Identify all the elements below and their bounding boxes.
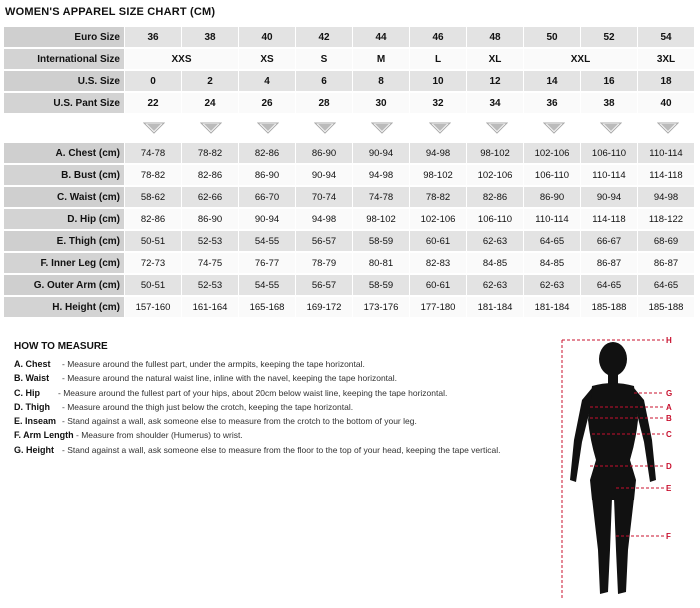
table-cell: 74-75 [182,253,239,275]
table-row [4,49,695,71]
how-to-key: A. Chest [14,359,51,369]
how-to-item [14,357,554,371]
how-to-item [14,400,554,414]
table-cell: 185-188 [638,297,695,319]
table-cell: 64-65 [581,275,638,297]
how-to-heading: HOW TO MEASURE [14,341,108,352]
table-cell: 52-53 [182,231,239,253]
table-cell: 90-94 [581,187,638,209]
table-cell: 42 [296,27,353,49]
how-to-key: D. Thigh [14,401,50,412]
silhouette-right-arm [634,388,656,482]
table-row [4,275,695,297]
table-cell: 34 [467,93,524,115]
silhouette-neck [608,374,618,384]
table-cell: 94-98 [296,209,353,231]
table-cell: 78-82 [125,165,182,187]
silhouette-head [599,342,627,376]
table-cell: 74-78 [353,187,410,209]
table-cell: 169-172 [296,297,353,319]
down-arrow-icon [297,122,354,136]
how-to-item [14,428,554,442]
table-cell: 165-168 [239,297,296,319]
how-to-desc: - Stand against a wall, ask someone else to measure from the floor to the top of your head, keeping the tape vertical. [62,444,501,455]
how-to-desc: - Measure from shoulder (Humerus) to wrist. [76,430,243,441]
table-cell: 52 [581,27,638,49]
table-cell: 114-118 [638,165,695,187]
table-cell: 14 [524,71,581,93]
table-cell: 86-87 [638,253,695,275]
table-cell: 22 [125,93,182,115]
table-cell: 2 [182,71,239,93]
how-to-item [14,443,554,457]
table-cell: 78-82 [182,143,239,165]
table-cell: 102-106 [467,165,524,187]
table-cell: 90-94 [296,165,353,187]
row-label: E. Thigh (cm) [4,231,125,253]
how-to-desc: - Measure around the fullest part of your hips, about 20cm below waist line, keeping the tape horizontal. [58,387,448,398]
table-cell: 40 [638,93,695,115]
table-cell: 82-86 [125,209,182,231]
table-cell: 66-67 [581,231,638,253]
silhouette-left-arm [570,388,592,482]
table-cell: 86-90 [296,143,353,165]
table-cell: 58-59 [353,231,410,253]
table-cell: 185-188 [581,297,638,319]
figure-label-e: E [666,484,672,493]
table-cell: 82-86 [182,165,239,187]
how-to-item [14,386,554,400]
table-cell: 16 [581,71,638,93]
table-cell: 72-73 [125,253,182,275]
how-to-item [14,414,554,428]
row-label: Euro Size [4,27,125,49]
table-cell: 6 [296,71,353,93]
page-title: WOMEN'S APPAREL SIZE CHART (CM) [5,6,216,18]
table-cell: 157-160 [125,297,182,319]
table-cell: 36 [125,27,182,49]
table-row [4,27,695,49]
table-cell: 66-70 [239,187,296,209]
arrow-row [125,122,697,136]
table-cell: 70-74 [296,187,353,209]
table-cell: 46 [410,27,467,49]
table-cell: 62-63 [524,275,581,297]
row-label: U.S. Pant Size [4,93,125,115]
table-cell: 114-118 [581,209,638,231]
table-cell: 68-69 [638,231,695,253]
table-cell: 82-83 [410,253,467,275]
table-cell: 94-98 [410,143,467,165]
how-to-key: C. Hip [14,387,40,398]
table-cell: 40 [239,27,296,49]
table-cell: 38 [581,93,638,115]
down-arrow-icon [354,122,411,136]
table-row [4,187,695,209]
row-label: A. Chest (cm) [4,143,125,165]
table-cell: 62-63 [467,275,524,297]
how-to-key: F. Arm Length [14,430,74,441]
table-cell: XXS [125,49,239,71]
figure-label-f: F [666,532,671,541]
figure-label-h: H [666,336,672,345]
row-label: F. Inner Leg (cm) [4,253,125,275]
table-cell: 8 [353,71,410,93]
table-cell: 58-62 [125,187,182,209]
down-arrow-icon [239,122,296,136]
table-cell: 84-85 [524,253,581,275]
figure-label-g: G [666,389,673,398]
measurement-table [4,143,695,319]
down-arrow-icon [468,122,525,136]
table-cell: 181-184 [467,297,524,319]
table-cell: 18 [638,71,695,93]
figure-label-b: B [666,414,672,423]
table-cell: 60-61 [410,275,467,297]
table-cell: 173-176 [353,297,410,319]
how-to-key: G. Height [14,444,54,455]
silhouette-left-leg [592,498,612,594]
row-label: C. Waist (cm) [4,187,125,209]
table-cell: 54 [638,27,695,49]
table-cell: 181-184 [524,297,581,319]
table-cell: S [296,49,353,71]
table-cell: XL [467,49,524,71]
table-cell: 64-65 [524,231,581,253]
how-to-desc: - Measure around the fullest part, under the armpits, keeping the tape horizontal. [62,359,365,369]
table-cell: 82-86 [239,143,296,165]
table-cell: 44 [353,27,410,49]
size-table [4,27,695,115]
figure-label-d: D [666,462,672,471]
table-cell: 90-94 [353,143,410,165]
table-cell: 86-90 [239,165,296,187]
table-cell: 177-180 [410,297,467,319]
table-cell: 76-77 [239,253,296,275]
table-cell: 84-85 [467,253,524,275]
table-cell: 86-90 [182,209,239,231]
down-arrow-icon [411,122,468,136]
row-label: D. Hip (cm) [4,209,125,231]
table-cell: 106-110 [467,209,524,231]
table-cell: 102-106 [524,143,581,165]
row-label: B. Bust (cm) [4,165,125,187]
table-cell: 0 [125,71,182,93]
table-row [4,143,695,165]
table-row [4,297,695,319]
table-cell: 26 [239,93,296,115]
table-cell: 106-110 [581,143,638,165]
table-cell: 54-55 [239,275,296,297]
table-cell: 28 [296,93,353,115]
table-cell: 48 [467,27,524,49]
table-cell: 78-82 [410,187,467,209]
table-cell: 94-98 [638,187,695,209]
table-cell: M [353,49,410,71]
table-cell: 52-53 [182,275,239,297]
table-cell: 12 [467,71,524,93]
table-cell: 102-106 [410,209,467,231]
down-arrow-icon [640,122,697,136]
table-cell: 118-122 [638,209,695,231]
figure-label-c: C [666,430,672,439]
table-cell: 98-102 [353,209,410,231]
table-row [4,231,695,253]
table-cell: 38 [182,27,239,49]
table-row [4,253,695,275]
how-to-desc: - Measure around the thigh just below the crotch, keeping the tape horizontal. [62,401,354,412]
table-row [4,93,695,115]
silhouette-right-leg [614,498,634,594]
table-cell: 106-110 [524,165,581,187]
table-cell: 56-57 [296,275,353,297]
table-row [4,209,695,231]
table-cell: 32 [410,93,467,115]
table-cell: 98-102 [467,143,524,165]
table-cell: 161-164 [182,297,239,319]
down-arrow-icon [182,122,239,136]
row-label: International Size [4,49,125,71]
table-cell: 82-86 [467,187,524,209]
row-label: U.S. Size [4,71,125,93]
how-to-item [14,371,554,385]
table-cell: 80-81 [353,253,410,275]
table-cell: 110-114 [524,209,581,231]
table-cell: 54-55 [239,231,296,253]
table-cell: XXL [524,49,638,71]
table-cell: 10 [410,71,467,93]
table-cell: 64-65 [638,275,695,297]
down-arrow-icon [125,122,182,136]
table-cell: 60-61 [410,231,467,253]
table-cell: 30 [353,93,410,115]
table-cell: 36 [524,93,581,115]
how-to-key: B. Waist [14,373,50,384]
how-to-desc: - Stand against a wall, ask someone else to measure from the crotch to the bottom of your leg. [62,416,417,427]
table-cell: 3XL [638,49,695,71]
how-to-key: E. Inseam [14,416,57,427]
table-cell: 90-94 [239,209,296,231]
table-row [4,165,695,187]
table-cell: 58-59 [353,275,410,297]
table-cell: 50-51 [125,231,182,253]
table-cell: 86-87 [581,253,638,275]
how-to-desc: - Measure around the natural waist line, inline with the navel, keeping the tape horizontal. [62,373,398,384]
figure-label-a: A [666,403,672,412]
row-label: H. Height (cm) [4,297,125,319]
table-cell: 110-114 [581,165,638,187]
how-to-list [14,357,554,457]
table-cell: 110-114 [638,143,695,165]
table-cell: 94-98 [353,165,410,187]
table-cell: 98-102 [410,165,467,187]
down-arrow-icon [583,122,640,136]
silhouette-torso [588,383,638,500]
table-cell: 4 [239,71,296,93]
table-cell: 86-90 [524,187,581,209]
table-cell: 74-78 [125,143,182,165]
row-label: G. Outer Arm (cm) [4,275,125,297]
table-row [4,71,695,93]
table-cell: 56-57 [296,231,353,253]
body-silhouette-figure [556,330,700,608]
down-arrow-icon [525,122,582,136]
table-cell: 50-51 [125,275,182,297]
table-cell: 50 [524,27,581,49]
table-cell: 62-66 [182,187,239,209]
table-cell: 62-63 [467,231,524,253]
table-cell: 24 [182,93,239,115]
table-cell: XS [239,49,296,71]
table-cell: L [410,49,467,71]
table-cell: 78-79 [296,253,353,275]
